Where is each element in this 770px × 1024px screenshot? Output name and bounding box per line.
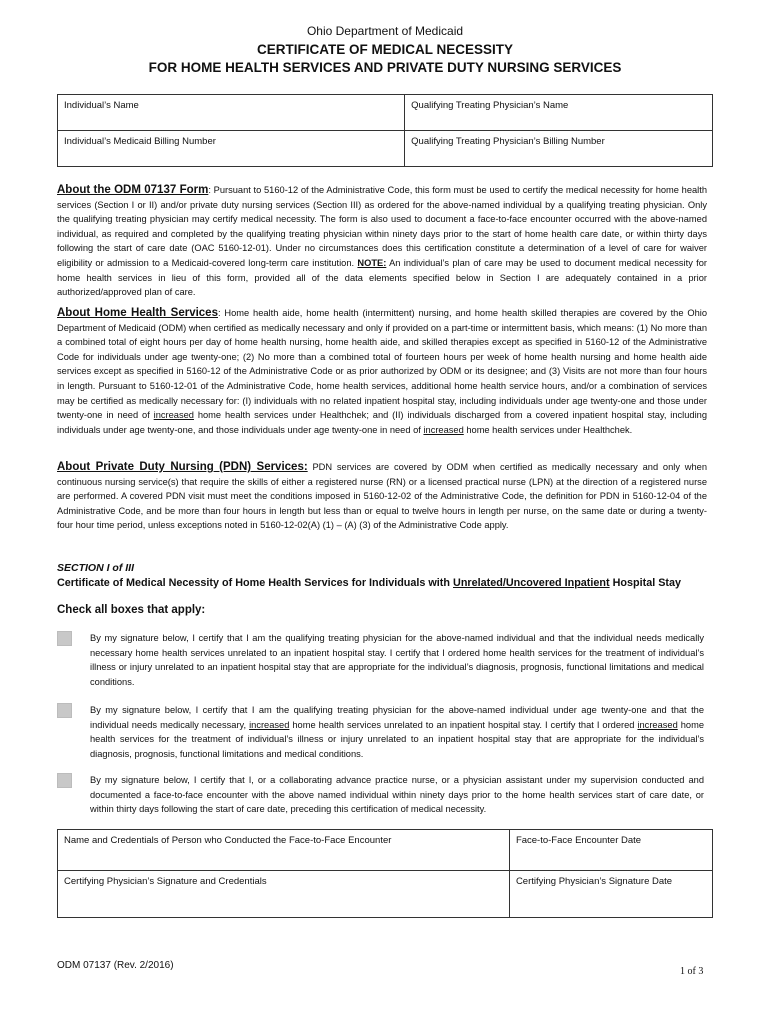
individual-name-field[interactable] — [58, 95, 405, 131]
document-subtitle: FOR HOME HEALTH SERVICES AND PRIVATE DUTY NURSING SERVICES — [148, 60, 622, 75]
agency-name: Ohio Department of Medicaid — [306, 24, 464, 38]
individual-billing-field[interactable] — [58, 131, 405, 167]
physician-signature-label: Certifying Physician’s Signature and Credentials — [64, 876, 267, 887]
physician-name-field[interactable] — [405, 95, 713, 131]
about-form-paragraph — [57, 183, 707, 300]
f2f-date-field[interactable] — [509, 830, 712, 871]
checkbox-1[interactable] — [57, 631, 72, 646]
checkbox-3-text: By my signature below, I certify that I, or a collaborating advance practice nurse, or a physician assistant under my supervision conducted and documented a face-to-face encounter with the above named individual within ninety days prior to the home health services start of care date, or within thirty days following the start of care date, preceding this certification of medical necessity. — [90, 775, 704, 815]
page-number: 1 of 3 — [680, 966, 704, 977]
about-home-health-heading: About Home Health Services — [57, 307, 218, 319]
checkbox-2[interactable] — [57, 703, 72, 718]
physician-signature-field[interactable] — [58, 871, 510, 918]
about-pdn-paragraph — [57, 460, 707, 533]
increased-underline: increased — [423, 424, 464, 435]
f2f-name-field[interactable] — [58, 830, 510, 871]
about-hh-text-2: home health services under Healthchek; and (II) individuals discharged from a covered inpatient hospital stay, including individuals under age twenty-one, and those individuals under age twenty-one in need of — [57, 410, 707, 435]
signature-table — [57, 829, 713, 918]
note-label: NOTE: — [357, 257, 387, 268]
physician-name-label: Qualifying Treating Physician’s Name — [411, 100, 569, 111]
checkbox-2-text: By my signature below, I certify that I am the qualifying treating physician for the above-named individual under age twenty-one and that the individual needs medically necessary, increased home health services unrelated to an inpatient hospital stay. I certify that I ordered increased home health services for the treatment of individual’s illness or injury unrelated to an inpatient hospital stay that are appropriate for the individual’s diagnosis, prognosis, functional limitations and medical conditions. — [90, 705, 704, 759]
about-hh-text-3: home health services under Healthchek. — [463, 424, 633, 435]
document-title: CERTIFICATE OF MEDICAL NECESSITY — [256, 42, 513, 57]
form-id: ODM 07137 (Rev. 2/2016) — [57, 960, 174, 971]
about-pdn-text: PDN services are covered by ODM when certified as medically necessary and only when continuous nursing service(s) that require the skills of either a registered nurse (RN) or a licensed practical nurse (LPN) at the direction of a registered nurse are performed. A covered PDN visit must meet the conditions imposed in 5160-12-02 of the Administrative Code, the definition for PDN in 5160-12-04 of the Administrative Code, and be more than four hours in length but less than or equal to twelve hours in length per nurse, on the same date or during a twenty-four hour time period, unless exceptions noted in 5160-12-02(A) (1) – (A) (3) of the Administrative Code apply. — [57, 462, 707, 531]
physician-signature-date-label: Certifying Physician’s Signature Date — [515, 876, 673, 887]
about-form-text-2: An individual’s plan of care may be used to document medical necessity for home health services in lieu of this form, provided all of the data elements specified below in Section I are adequately contained in a prior authorized/approved plan of care. — [57, 257, 707, 298]
about-pdn-heading: About Private Duty Nursing (PDN) Services: — [57, 461, 308, 473]
physician-billing-field[interactable] — [405, 131, 713, 167]
about-form-heading: About the ODM 07137 Form — [57, 184, 209, 196]
checkbox-1-text: By my signature below, I certify that I am the qualifying treating physician for the above-named individual and that the individual needs medically necessary home health services unrelated to an inpatient hospital stay. I certify that I ordered home health services for the treatment of individual’s illness or injury unrelated to an inpatient hospital stay that are appropriate for the individual’s diagnosis, prognosis, functional limitations and medical conditions. — [90, 633, 704, 687]
f2f-name-label: Name and Credentials of Person who Conducted the Face-to-Face Encounter — [64, 835, 392, 846]
about-home-health-paragraph — [57, 306, 707, 437]
f2f-date-label: Face-to-Face Encounter Date — [515, 835, 642, 846]
increased-underline: increased — [153, 410, 194, 421]
physician-billing-label: Qualifying Treating Physician’s Billing Number — [411, 136, 605, 147]
individual-billing-label: Individual’s Medicaid Billing Number — [64, 136, 216, 147]
section-title: SECTION I of III — [57, 562, 135, 574]
physician-signature-date-field[interactable] — [509, 871, 712, 918]
section-subtitle: Certificate of Medical Necessity of Home Health Services for Individuals with Unrelated/Uncovered Inpatient Hospital Stay — [57, 577, 682, 589]
about-form-text: : Pursuant to 5160-12 of the Administrative Code, this form must be used to certify the medical necessity for home health services (Section I or II) and/or private duty nursing services (Section III) as ordered for the above-named individual by a qualifying treating physician. Only the qualifying treating physician may certify medical necessity. The form is also used to document a face-to-face encounter occurred with the above-named individual, as required and completed by the qualifying treating physician within ninety days prior to the start of home health care date, or within thirty days following the start of care date (OAC 5160-12-01). Under no circumstances does this certification constitute a determination of a level of care for waiver eligibility or admission to a Medicaid-covered long-term care institution. — [57, 185, 707, 268]
individual-name-label: Individual’s Name — [64, 100, 139, 111]
checkbox-3[interactable] — [57, 773, 72, 788]
about-hh-text: : Home health aide, home health (intermittent) nursing, and home health skilled therapies are covered by the Ohio Department of Medicaid (ODM) when certified as medically necessary and only if provided on a part-time or intermittent basis, which means: (1) No more than a combined total of eight hours per day of home health nursing, home health aide, and skilled therapies except as specified in 5160-12 of the Administrative Code for individuals under age twenty-one; (2) No more than a combined total of fourteen hours per week of home health nursing and home health aide services except as specified in 5160-12 of the Administrative Code or as prior authorized by ODM or its designee; and (3) Visits are not more than four hours in length. Pursuant to 5160-12-01 of the Administrative Code, home health services, additional home health service hours, and/or a combination of services may be certified as medically necessary for: (I) individuals with no related inpatient hospital stay, including individuals under age twenty-one and those under twenty-one in need of — [57, 308, 707, 421]
individual-info-table — [57, 94, 713, 167]
check-all-instruction: Check all boxes that apply: — [57, 604, 206, 616]
